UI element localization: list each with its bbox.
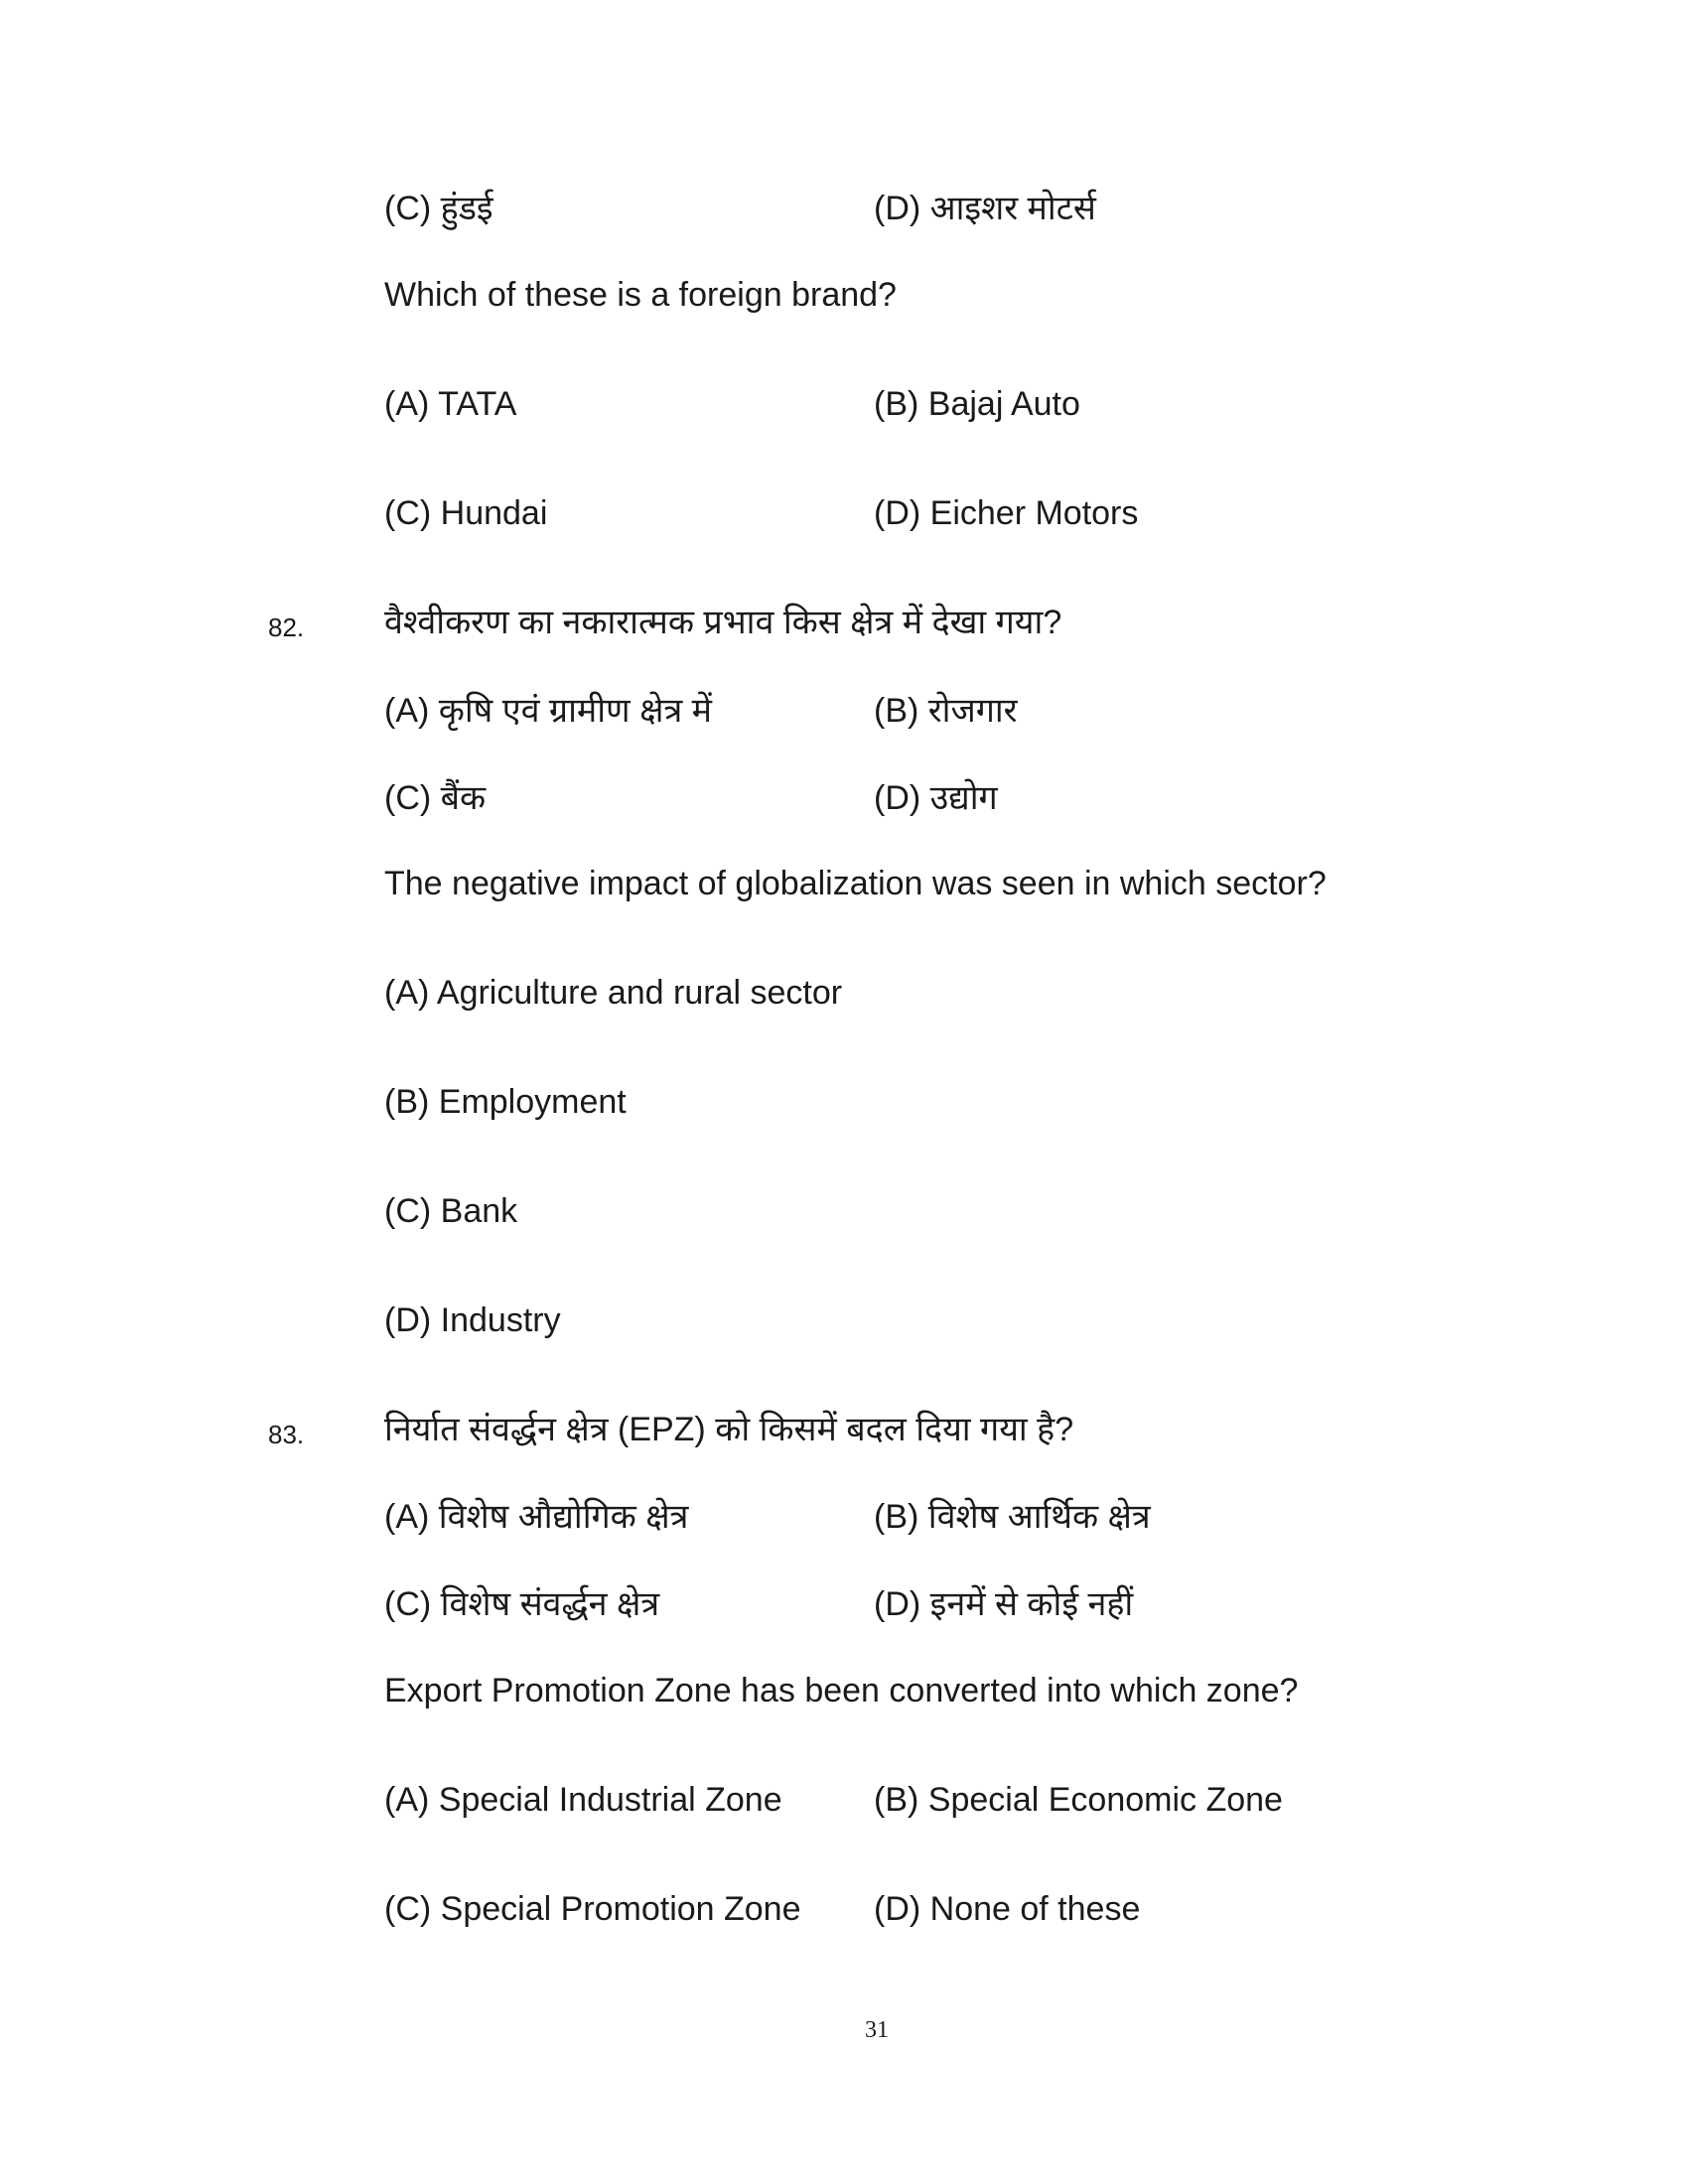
option-c-english: (C) Special Promotion Zone [384, 1890, 801, 1928]
option-d-english: (D) None of these [874, 1890, 1141, 1928]
option-b-english: (B) Employment [384, 1083, 627, 1121]
option-a-english: (A) Special Industrial Zone [384, 1781, 782, 1819]
question-number: 82. [268, 613, 305, 642]
option-c-hindi: (C) विशेष संवर्द्धन क्षेत्र [384, 1585, 660, 1623]
option-a-english: (A) TATA [384, 385, 517, 423]
option-b-english: (B) Special Economic Zone [874, 1781, 1283, 1819]
option-c-hindi: (C) बैंक [384, 779, 487, 817]
question-text-english: Which of these is a foreign brand? [384, 276, 897, 314]
question-text-hindi: निर्यात संवर्द्धन क्षेत्र (EPZ) को किसमें बदल दिया गया है? [384, 1411, 1074, 1448]
option-d-english: (D) Industry [384, 1301, 561, 1339]
option-a-hindi: (A) कृषि एवं ग्रामीण क्षेत्र में [384, 692, 713, 730]
option-d-hindi: (D) इनमें से कोई नहीं [874, 1585, 1134, 1623]
question-number: 83. [268, 1420, 305, 1449]
option-c-hindi: (C) हुंडई [384, 190, 493, 227]
option-c-english: (C) Hundai [384, 494, 548, 532]
option-b-hindi: (B) विशेष आर्थिक क्षेत्र [874, 1498, 1151, 1536]
option-d-hindi: (D) आइशर मोटर्स [874, 190, 1096, 227]
option-d-english: (D) Eicher Motors [874, 494, 1139, 532]
question-text-hindi: वैश्वीकरण का नकारात्मक प्रभाव किस क्षेत्र में देखा गया? [384, 604, 1062, 641]
option-b-hindi: (B) रोजगार [874, 692, 1018, 730]
page-number: 31 [865, 2017, 889, 2043]
option-c-english: (C) Bank [384, 1192, 518, 1230]
question-text-english: The negative impact of globalization was seen in which sector? [384, 865, 1327, 902]
option-a-hindi: (A) विशेष औद्योगिक क्षेत्र [384, 1498, 689, 1536]
option-d-hindi: (D) उद्योग [874, 779, 998, 817]
question-text-english: Export Promotion Zone has been converted into which zone? [384, 1672, 1299, 1709]
option-b-english: (B) Bajaj Auto [874, 385, 1080, 423]
option-a-english: (A) Agriculture and rural sector [384, 974, 843, 1012]
